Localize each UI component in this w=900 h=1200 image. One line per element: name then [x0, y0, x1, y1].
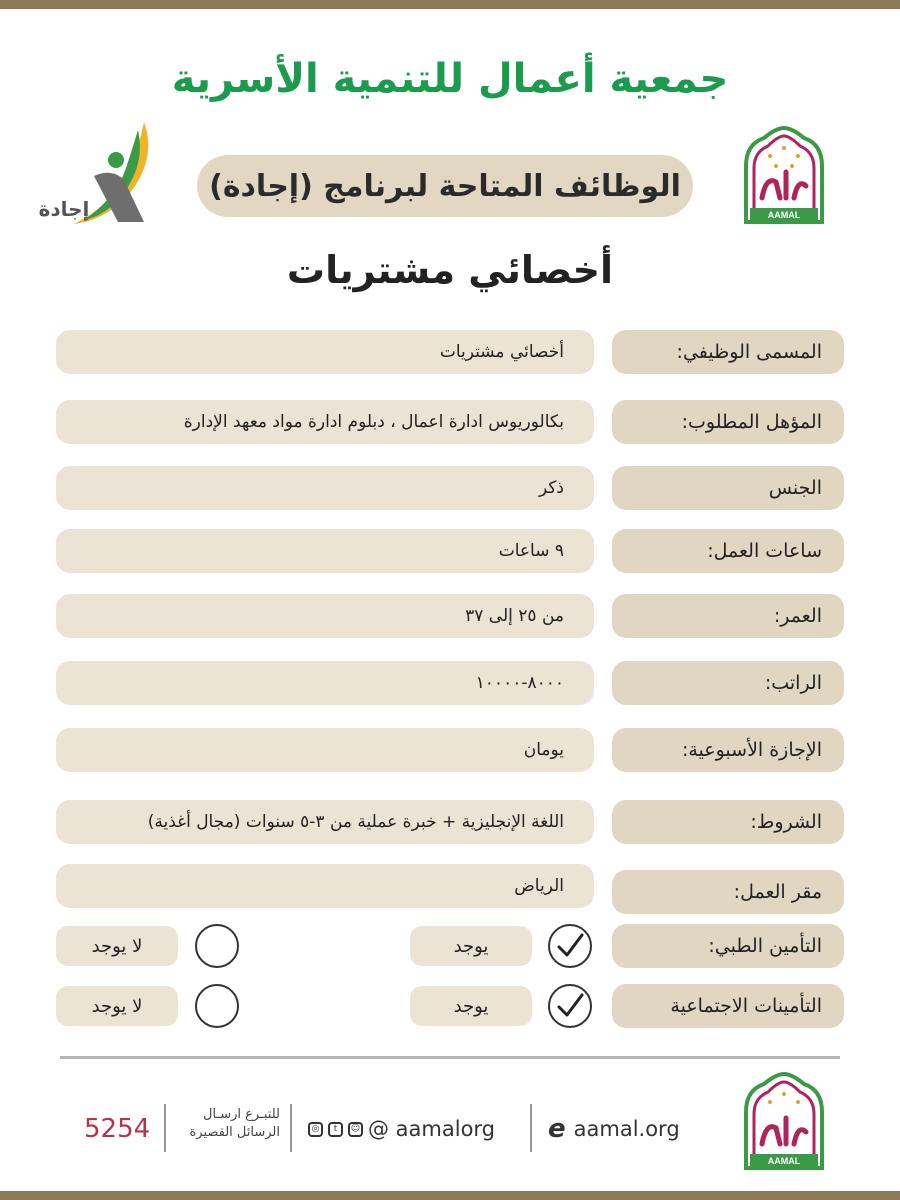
row-value: ذكر — [56, 466, 594, 510]
checkmark-icon — [550, 986, 590, 1026]
website-text: aamal.org — [573, 1117, 680, 1141]
row-value: يومان — [56, 728, 594, 772]
yes-label: يوجد — [410, 926, 532, 966]
row-value: من ٢٥ إلى ٣٧ — [56, 594, 594, 638]
row-value: الرياض — [56, 864, 594, 908]
row-qualification — [0, 400, 900, 444]
job-heading: أخصائي مشتريات — [286, 248, 614, 292]
row-social-insurance — [0, 984, 900, 1028]
sms-donation-text — [170, 1106, 280, 1142]
footer — [0, 1070, 900, 1170]
row-value: ٨٠٠٠-١٠٠٠٠ — [56, 661, 594, 705]
aamal-logo-text: AAMAL — [767, 210, 801, 220]
row-medical-insurance — [0, 924, 900, 968]
snapchat-icon[interactable]: ☺ — [348, 1122, 363, 1137]
no-checkbox[interactable] — [195, 924, 239, 968]
row-label: الراتب: — [612, 661, 844, 705]
footer-separator — [530, 1104, 532, 1152]
row-label: الشروط: — [612, 800, 844, 844]
row-value: أخصائي مشتريات — [56, 330, 594, 374]
aamal-logo — [736, 126, 832, 226]
row-value: بكالوريوس ادارة اعمال ، دبلوم ادارة مواد معهد الإدارة — [56, 400, 594, 444]
row-location — [0, 864, 900, 908]
row-label: المؤهل المطلوب: — [612, 400, 844, 444]
row-label: الجنس — [612, 466, 844, 510]
sms-line-1: للتبـرع ارسـال — [203, 1107, 280, 1122]
sms-number: 5254 — [84, 1114, 151, 1144]
sms-line-2: الرسائل القصيرة — [189, 1125, 280, 1140]
yes-checkbox[interactable] — [548, 984, 592, 1028]
social-handle: @ aamalorg — [368, 1117, 496, 1141]
internet-explorer-icon: e — [548, 1114, 566, 1144]
no-checkbox[interactable] — [195, 984, 239, 1028]
footer-separator — [164, 1104, 166, 1152]
checkmark-icon — [550, 926, 590, 966]
row-value: اللغة الإنجليزية + خبرة عملية من ٣-٥ سنوات (مجال أغذية) — [56, 800, 594, 844]
row-weekend — [0, 728, 900, 772]
bottom-band — [0, 1191, 900, 1200]
yes-label: يوجد — [410, 986, 532, 1026]
row-label: مقر العمل: — [612, 870, 844, 914]
twitter-icon[interactable]: t — [328, 1122, 343, 1137]
row-work-hours — [0, 529, 900, 573]
row-label: العمر: — [612, 594, 844, 638]
website-link[interactable] — [548, 1114, 680, 1144]
row-label: التأمينات الاجتماعية — [612, 984, 844, 1028]
row-gender — [0, 466, 900, 510]
row-label: المسمى الوظيفي: — [612, 330, 844, 374]
row-label: ساعات العمل: — [612, 529, 844, 573]
social-links[interactable] — [308, 1114, 495, 1144]
aamal-footer-logo — [736, 1072, 832, 1172]
row-salary — [0, 661, 900, 705]
row-age — [0, 594, 900, 638]
ijada-logo-text: إجادة — [38, 197, 90, 221]
row-conditions — [0, 800, 900, 844]
row-label: التأمين الطبي: — [612, 924, 844, 968]
aamal-footer-logo-text: AAMAL — [767, 1156, 801, 1166]
no-label: لا يوجد — [56, 926, 178, 966]
footer-divider — [60, 1056, 840, 1059]
row-label: الإجازة الأسبوعية: — [612, 728, 844, 772]
row-value: ٩ ساعات — [56, 529, 594, 573]
instagram-icon[interactable]: ◎ — [308, 1122, 323, 1137]
program-title: الوظائف المتاحة لبرنامج (إجادة) — [197, 155, 693, 217]
yes-checkbox[interactable] — [548, 924, 592, 968]
org-title: جمعية أعمال للتنمية الأسرية — [171, 56, 729, 102]
row-job-title — [0, 330, 900, 374]
ijada-logo — [34, 120, 164, 230]
no-label: لا يوجد — [56, 986, 178, 1026]
footer-separator — [290, 1104, 292, 1152]
top-band — [0, 0, 900, 9]
